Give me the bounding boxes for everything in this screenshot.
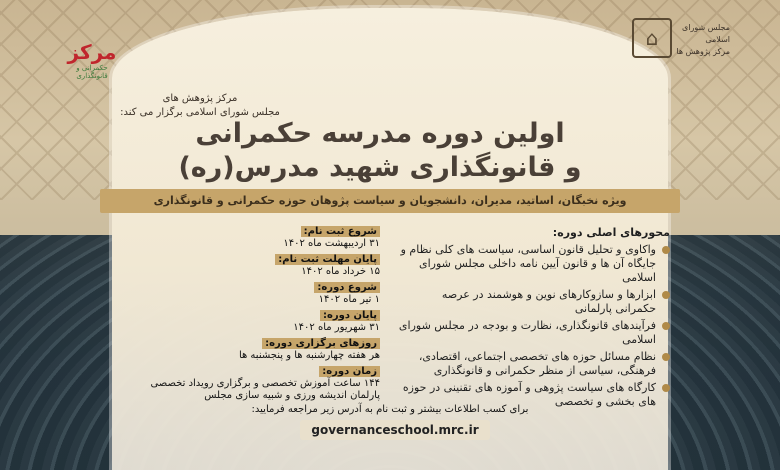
bullet-icon <box>662 291 670 299</box>
schedule-label: زمان دوره: <box>319 366 380 377</box>
topic-item: ابزارها و سازوکارهای نوین و هوشمند در عرصه حکمرانی پارلمانی <box>398 288 670 316</box>
bullet-icon <box>662 246 670 254</box>
research-center-logo <box>618 18 730 82</box>
research-center-name: مجلس شورای اسلامی مرکز پژوهش ها <box>676 23 730 56</box>
schedule-value: ۳۱ شهریور ماه ۱۴۰۲ <box>293 322 380 333</box>
schedule-label: پایان دوره: <box>320 310 380 321</box>
audience-ribbon: ویژه نخبگان، اساتید، مدیران، دانشجویان و سیاست پژوهان حوزه حکمرانی و قانونگذاری <box>100 189 680 213</box>
schedule-label: شروع دوره: <box>314 282 380 293</box>
intro-line-2: مجلس شورای اسلامی برگزار می کند: <box>120 107 280 118</box>
registration-link[interactable]: governanceschool.mrc.ir <box>300 420 490 440</box>
page-title-line-2: و قانونگذاری شهید مدرس(ره) <box>178 152 582 183</box>
topic-item: نظام مسائل حوزه های تخصصی اجتماعی، اقتصادی، فرهنگی، سیاسی از منظر حکمرانی و قانونگذاری <box>398 350 670 378</box>
topic-item: فرآیندهای قانونگذاری، نظارت و بودجه در مجلس شورای اسلامی <box>398 319 670 347</box>
bullet-icon <box>662 322 670 330</box>
bullet-icon <box>662 353 670 361</box>
intro-line-1: مرکز پژوهش های <box>162 93 238 104</box>
schedule-section <box>130 226 380 406</box>
bullet-icon <box>662 384 670 392</box>
topics-section <box>398 226 670 412</box>
logo-mark: مرکز <box>67 40 117 64</box>
schedule-value: ۳۱ اردیبهشت ماه ۱۴۰۲ <box>283 238 380 249</box>
governance-school-logo <box>60 40 124 78</box>
schedule-label: روزهای برگزاری دوره: <box>262 338 380 349</box>
intro-text <box>90 92 310 120</box>
parliament-seal-icon: ⌂ <box>632 18 672 58</box>
logo-tagline: حکمرانی و قانونگذاری <box>76 64 108 80</box>
schedule-value: ۱۵ خرداد ماه ۱۴۰۲ <box>301 266 380 277</box>
schedule-label: شروع ثبت نام: <box>301 226 380 237</box>
topic-item: واکاوی و تحلیل قانون اساسی، سیاست های کلی نظام و جایگاه آن ها و قانون آیین نامه داخلی مجلس شورای اسلامی <box>398 243 670 285</box>
page-title-line-1: اولین دوره مدرسه حکمرانی <box>195 118 565 149</box>
footer-note: برای کسب اطلاعات بیشتر و ثبت نام به آدرس زیر مراجعه فرمایید: <box>251 404 529 415</box>
schedule-value: هر هفته چهارشنبه ها و پنجشنبه ها <box>238 350 380 361</box>
schedule-value: ۱ تیر ماه ۱۴۰۲ <box>318 294 380 305</box>
schedule-value: ۱۴۴ ساعت آموزش تخصصی و برگزاری رویداد تخصصی پارلمان اندیشه ورزی و شبیه سازی مجلس <box>150 378 380 401</box>
schedule-label: پایان مهلت ثبت نام: <box>275 254 380 265</box>
topic-item: کارگاه های سیاست پژوهی و آموزه های تقنینی در حوزه های بخشی و تخصصی <box>398 381 670 409</box>
topics-heading: محورهای اصلی دوره: <box>552 226 670 239</box>
